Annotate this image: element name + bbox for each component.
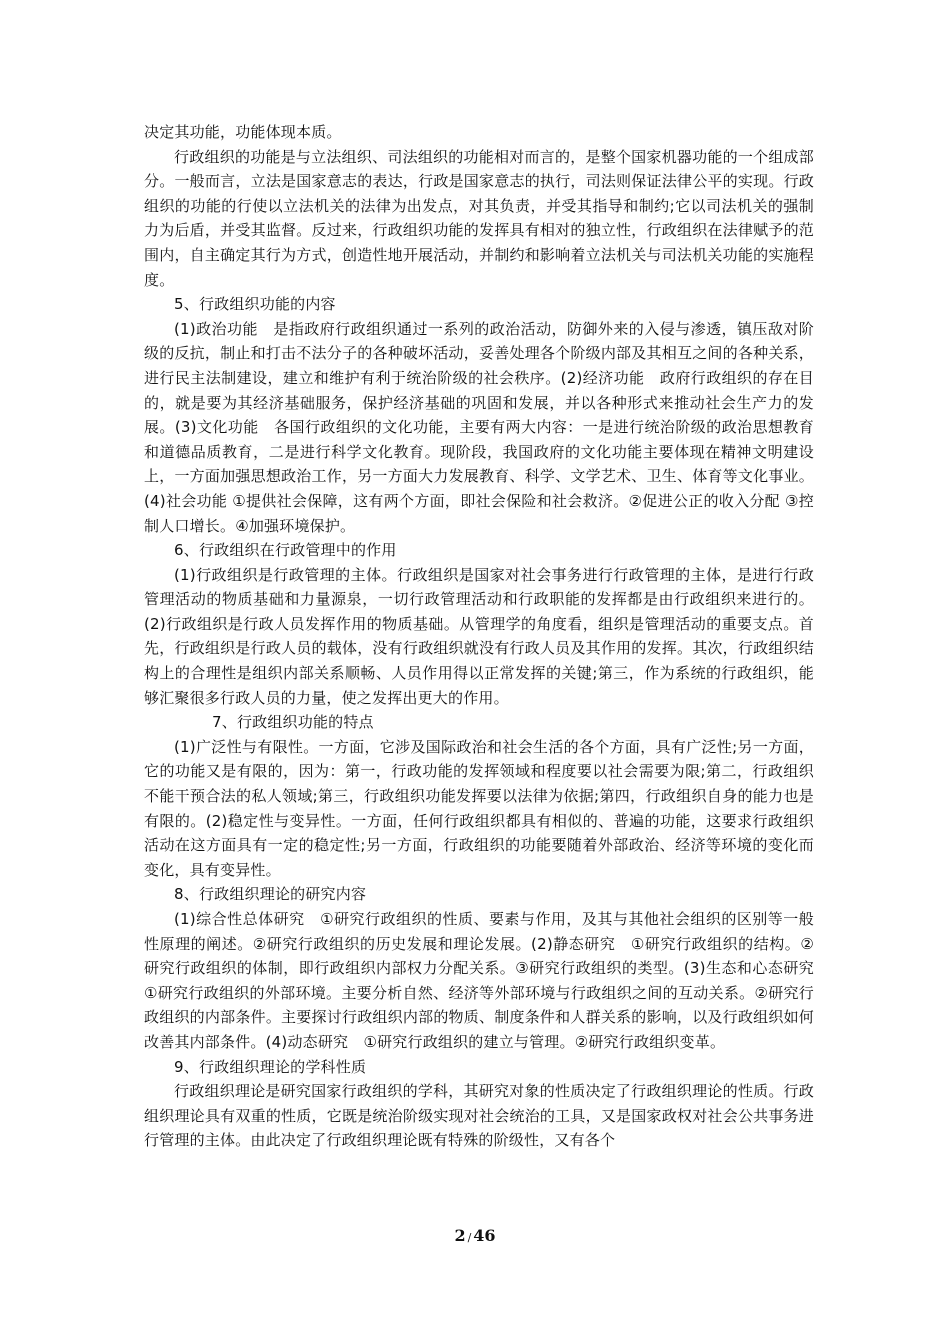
section-heading-9: 9、行政组织理论的学科性质	[174, 1057, 367, 1076]
total-page-count: 46	[473, 1226, 496, 1245]
section-heading-7: 7、行政组织功能的特点	[212, 713, 374, 732]
section-heading-8: 8、行政组织理论的研究内容	[174, 885, 367, 904]
paragraph-discipline-nature: 行政组织理论是研究国家行政组织的学科，其研究对象的性质决定了行政组织理论的性质。行政组织理论具有双重的性质，它既是统治阶级实现对社会统治的工具，又是国家政权对社会公共事务进行管理的主体。由此决定了行政组织理论既有特殊的阶级性，又有各个	[144, 1082, 814, 1150]
section-heading-6: 6、行政组织在行政管理中的作用	[174, 541, 397, 560]
document-body	[144, 120, 830, 1153]
paragraph-role-in-management: (1)行政组织是行政管理的主体。行政组织是国家对社会事务进行行政管理的主体，是进行行政管理活动的物质基础和力量源泉，一切行政管理活动和行政职能的发挥都是由行政组织来进行的。(2)行政组织是行政人员发挥作用的物质基础。从管理学的角度看，组织是管理活动的重要支点。首先，行政组织是行政人员的载体，没有行政组织就没有行政人员及其作用的发挥。其次，行政组织结构上的合理性是组织内部关系顺畅、人员作用得以正常发挥的关键;第三，作为系统的行政组织，能够汇聚很多行政人员的力量，使之发挥出更大的作用。	[144, 565, 814, 707]
paragraph-function-overview: 行政组织的功能是与立法组织、司法组织的功能相对而言的，是整个国家机器功能的一个组成部分。一般而言，立法是国家意志的表达，行政是国家意志的执行，司法则保证法律公平的实现。行政组织的功能的行使以立法机关的法律为出发点，对其负责，并受其指导和制约;它以司法机关的强制力为后盾，并受其监督。反过来，行政组织功能的发挥具有相对的独立性，行政组织在法律赋予的范围内，自主确定其行为方式，创造性地开展活动，并制约和影响着立法机关与司法机关功能的实施程度。	[144, 147, 814, 289]
page-number-separator: /	[467, 1231, 472, 1244]
paragraph-research-content: (1)综合性总体研究 ①研究行政组织的性质、要素与作用，及其与其他社会组织的区别等一般性原理的阐述。②研究行政组织的历史发展和理论发展。(2)静态研究 ①研究行政组织的结构。②研究行政组织的体制，即行政组织内部权力分配关系。③研究行政组织的类型。(3)生态和心态研究 ①研究行政组织的外部环境。主要分析自然、经济等外部环境与行政组织之间的互动关系。②研究行政组织的内部条件。主要探讨行政组织内部的物质、制度条件和人群关系的影响，以及行政组织如何改善其内部条件。(4)动态研究 ①研究行政组织的建立与管理。②研究行政组织变革。	[144, 910, 830, 1051]
page-number	[0, 1226, 950, 1245]
paragraph-function-content: (1)政治功能 是指政府行政组织通过一系列的政治活动，防御外来的入侵与渗透，镇压敌对阶级的反抗，制止和打击不法分子的各种破坏活动，妥善处理各个阶级内部及其相互之间的各种关系，进行民主法制建设，建立和维护有利于统治阶级的社会秩序。(2)经济功能 政府行政组织的存在目的，就是要为其经济基础服务，保护经济基础的巩固和发展，并以各种形式来推动社会生产力的发展。(3)文化功能 各国行政组织的文化功能，主要有两大内容：一是进行统治阶级的政治思想教育和道德品质教育，二是进行科学文化教育。现阶段，我国政府的文化功能主要体现在精神文明建设上，一方面加强思想政治工作，另一方面大力发展教育、科学、文学艺术、卫生、体育等文化事业。(4)社会功能 ①提供社会保障，这有两个方面，即社会保险和社会救济。②促进公正的收入分配 ③控制人口增长。④加强环境保护。	[144, 319, 814, 535]
paragraph-function-characteristics: (1)广泛性与有限性。一方面，它涉及国际政治和社会生活的各个方面，具有广泛性;另一方面，它的功能又是有限的，因为：第一，行政功能的发挥领域和程度要以社会需要为限;第二，行政组织不能干预合法的私人领域;第三，行政组织功能发挥要以法律为依据;第四，行政组织自身的能力也是有限的。(2)稳定性与变异性。一方面，任何行政组织都具有相似的、普遍的功能，这要求行政组织活动在这方面具有一定的稳定性;另一方面，行政组织的功能要随着外部政治、经济等环境的变化而变化，具有变异性。	[144, 737, 814, 879]
section-heading-5: 5、行政组织功能的内容	[174, 295, 336, 314]
current-page-number: 2	[454, 1226, 466, 1245]
paragraph-continuation: 决定其功能，功能体现本质。	[144, 123, 342, 141]
